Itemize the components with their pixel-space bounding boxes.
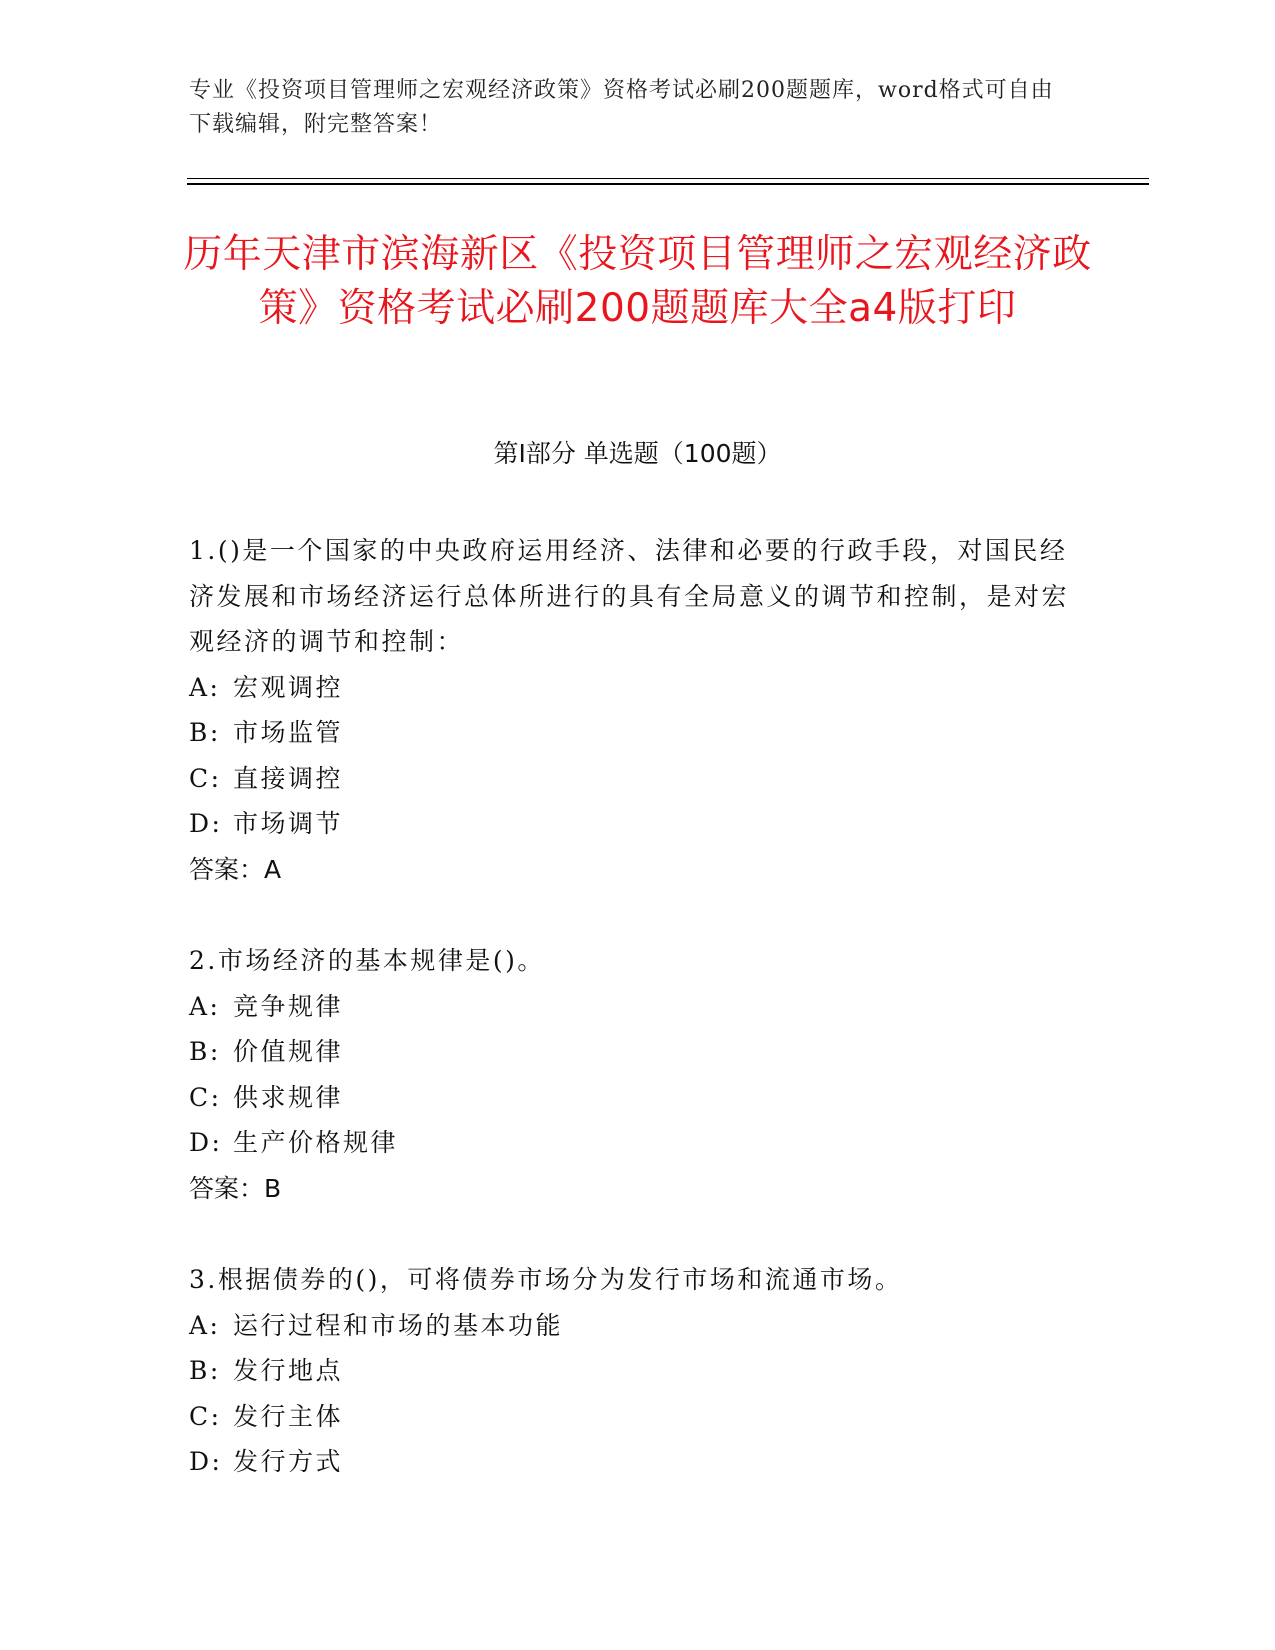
option-c bbox=[189, 1394, 1069, 1440]
option-text: 发行方式 bbox=[233, 1447, 344, 1476]
option-text: 宏观调控 bbox=[233, 672, 344, 702]
option-text: 运行过程和市场的基本功能 bbox=[233, 1310, 564, 1340]
option-d bbox=[189, 801, 1069, 847]
option-key: C: bbox=[189, 763, 222, 793]
question-1 bbox=[189, 528, 1069, 892]
question-stem: 2.市场经济的基本规律是()。 bbox=[189, 946, 545, 975]
answer-line: 答案：A bbox=[189, 854, 282, 884]
option-key: C: bbox=[189, 1082, 222, 1112]
question-3 bbox=[189, 1257, 1069, 1485]
option-text: 生产价格规律 bbox=[233, 1128, 399, 1157]
option-key: B: bbox=[189, 1037, 221, 1066]
header-divider-thick bbox=[187, 183, 1149, 185]
option-key: A: bbox=[189, 672, 221, 702]
option-a bbox=[189, 665, 1069, 711]
option-d bbox=[189, 1120, 1069, 1166]
question-stem: 3.根据债券的()，可将债券市场分为发行市场和流通市场。 bbox=[189, 1265, 903, 1294]
option-a bbox=[189, 1303, 1069, 1349]
option-text: 市场监管 bbox=[233, 718, 344, 747]
question-2 bbox=[189, 938, 1069, 1211]
option-key: C: bbox=[189, 1401, 222, 1431]
option-b bbox=[189, 1029, 1069, 1075]
option-key: D: bbox=[189, 1128, 223, 1157]
option-d bbox=[189, 1439, 1069, 1485]
option-b bbox=[189, 710, 1069, 756]
option-key: D: bbox=[189, 809, 223, 838]
option-text: 直接调控 bbox=[233, 763, 344, 793]
option-text: 竞争规律 bbox=[233, 991, 344, 1021]
option-b bbox=[189, 1348, 1069, 1394]
option-key: B: bbox=[189, 718, 221, 747]
answer-line: 答案：B bbox=[189, 1173, 282, 1203]
option-text: 市场调节 bbox=[233, 809, 344, 838]
header-divider-thin bbox=[187, 178, 1149, 179]
option-key: D: bbox=[189, 1447, 223, 1476]
option-text: 供求规律 bbox=[233, 1082, 344, 1112]
option-key: A: bbox=[189, 1310, 221, 1340]
option-text: 发行地点 bbox=[233, 1356, 344, 1385]
option-key: A: bbox=[189, 991, 221, 1021]
document-title: 历年天津市滨海新区《投资项目管理师之宏观经济政策》资格考试必刷200题题库大全a4版打印 bbox=[183, 232, 1092, 331]
section-heading: 第Ⅰ部分 单选题（100题） bbox=[493, 439, 782, 468]
option-text: 发行主体 bbox=[233, 1401, 344, 1431]
question-stem: 1.()是一个国家的中央政府运用经济、法律和必要的行政手段，对国民经济发展和市场经济运行总体所进行的具有全局意义的调节和控制，是对宏观经济的调节和控制： bbox=[189, 536, 1070, 656]
option-c bbox=[189, 1075, 1069, 1121]
question-list bbox=[189, 528, 1069, 1531]
header-note: 专业《投资项目管理师之宏观经济政策》资格考试必刷200题题库，word格式可自由下载编辑，附完整答案！ bbox=[189, 78, 1054, 137]
option-key: B: bbox=[189, 1356, 221, 1385]
option-a bbox=[189, 984, 1069, 1030]
option-c bbox=[189, 756, 1069, 802]
option-text: 价值规律 bbox=[233, 1037, 344, 1066]
